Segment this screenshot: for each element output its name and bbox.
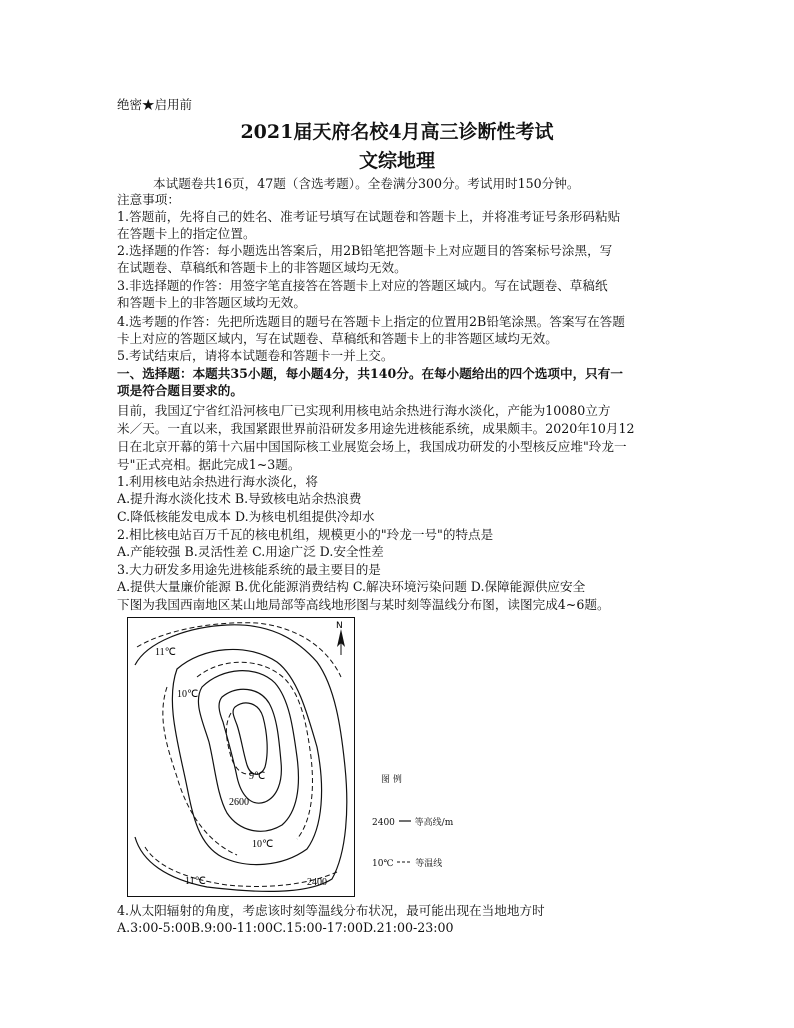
question-2-stem: 2.相比核电站百万千瓦的核电机组，规模更小的"玲龙一号"的特点是 — [117, 527, 494, 542]
question-4-options: A.3:00-5:00B.9:00-11:00C.15:00-17:00D.21:00-23:00 — [117, 920, 454, 935]
confidential-mark: 绝密★启用前 — [117, 97, 193, 112]
section-heading: 一、选择题：本题共35小题，每小题4分，共140分。在每小题给出的四个选项中，只有一 — [117, 366, 623, 381]
contour-label: 2600 — [229, 797, 249, 808]
question-1-stem: 1.利用核电站余热进行海水淡化，将 — [117, 474, 318, 489]
legend-isotherm-label: 等温线 — [415, 859, 443, 869]
notice-line: 在答题卡上的指定位置。 — [117, 226, 256, 241]
legend-isotherm — [372, 856, 442, 869]
question-4-stem: 4.从太阳辐射的角度，考虑该时刻等温线分布状况，最可能出现在当地地方时 — [117, 903, 545, 918]
notice-line: 2.选择题的作答：每小题选出答案后，用2B铅笔把答题卡上对应题目的答案标号涂黑，写 — [117, 243, 613, 258]
isotherm-label: 9℃ — [249, 771, 266, 782]
passage-line: 米／天。一直以来，我国紧跟世界前沿研发多用途先进核能系统，成果颇丰。2020年10月12 — [117, 421, 635, 436]
question-3-stem: 3.大力研发多用途先进核能系统的最主要目的是 — [117, 562, 381, 577]
notice-line: 4.选考题的作答：先把所选题目的题号在答题卡上指定的位置用2B铅笔涂黑。答案写在答题 — [117, 314, 625, 329]
notice-line: 5.考试结束后，请将本试题卷和答题卡一并上交。 — [117, 348, 394, 363]
legend-title: 图 例 — [381, 775, 402, 785]
isotherm-label: 11℃ — [155, 647, 176, 658]
figure-intro: 下图为我国西南地区某山地局部等高线地形图与某时刻等温线分布图，读图完成4~6题。 — [117, 597, 610, 612]
question-2-options: A.产能较强 B.灵活性差 C.用途广泛 D.安全性差 — [117, 544, 384, 559]
isotherm-label: 10℃ — [177, 689, 199, 700]
isotherm-label: 10℃ — [252, 839, 274, 850]
notice-heading: 注意事项： — [117, 192, 180, 207]
section-heading: 项是符合题目要求的。 — [117, 383, 243, 398]
question-1-options: A.提升海水淡化技术 B.导致核电站余热浪费 — [117, 491, 362, 506]
notice-line: 卡上对应的答题区域内，写在试题卷、草稿纸和答题卡上的非答题区域均无效。 — [117, 331, 558, 346]
question-3-options: A.提供大量廉价能源 B.优化能源消费结构 C.解决环境污染问题 D.保障能源供应安全 — [117, 579, 586, 594]
exam-title: 2021届天府名校4月高三诊断性考试 — [240, 121, 554, 143]
contour-isotherm-map — [127, 617, 355, 897]
notice-line: 3.非选择题的作答：用签字笔直接答在答题卡上对应的答题区域内。写在试题卷、草稿纸 — [117, 278, 608, 293]
legend-contour-label: 等高线/m — [414, 818, 454, 828]
north-label: N — [336, 621, 343, 631]
legend-contour-value: 2400 — [372, 818, 395, 828]
passage-line: 目前，我国辽宁省红沿河核电厂已实现利用核电站余热进行海水淡化，产能为10080立方 — [117, 403, 611, 418]
exam-subject: 文综地理 — [358, 150, 435, 172]
notice-line: 1.答题前，先将自己的姓名、准考证号填写在试题卷和答题卡上，并将准考证号条形码粘贴 — [117, 209, 621, 224]
legend-isotherm-value: 10℃ — [372, 859, 394, 869]
passage-line: 日在北京开幕的第十六届中国国际核工业展览会场上，我国成功研发的小型核反应堆"玲龙一 — [117, 439, 627, 454]
legend-contour — [372, 815, 453, 828]
contour-label: 2400 — [307, 877, 327, 888]
question-1-options: C.降低核能发电成本 D.为核电机组提供冷却水 — [117, 509, 375, 524]
solid-line-icon — [398, 817, 412, 825]
notice-line: 和答题卡上的非答题区域均无效。 — [117, 295, 306, 310]
isotherm-label: 11℃ — [185, 876, 206, 887]
notice-line: 在试题卷、草稿纸和答题卡上的非答题区域均无效。 — [117, 260, 407, 275]
intro-line: 本试题卷共16页，47题（含选考题）。全卷满分300分。考试用时150分钟。 — [153, 176, 580, 191]
dashed-line-icon — [396, 858, 412, 866]
passage-line: 号"正式亮相。据此完成1~3题。 — [117, 457, 301, 472]
